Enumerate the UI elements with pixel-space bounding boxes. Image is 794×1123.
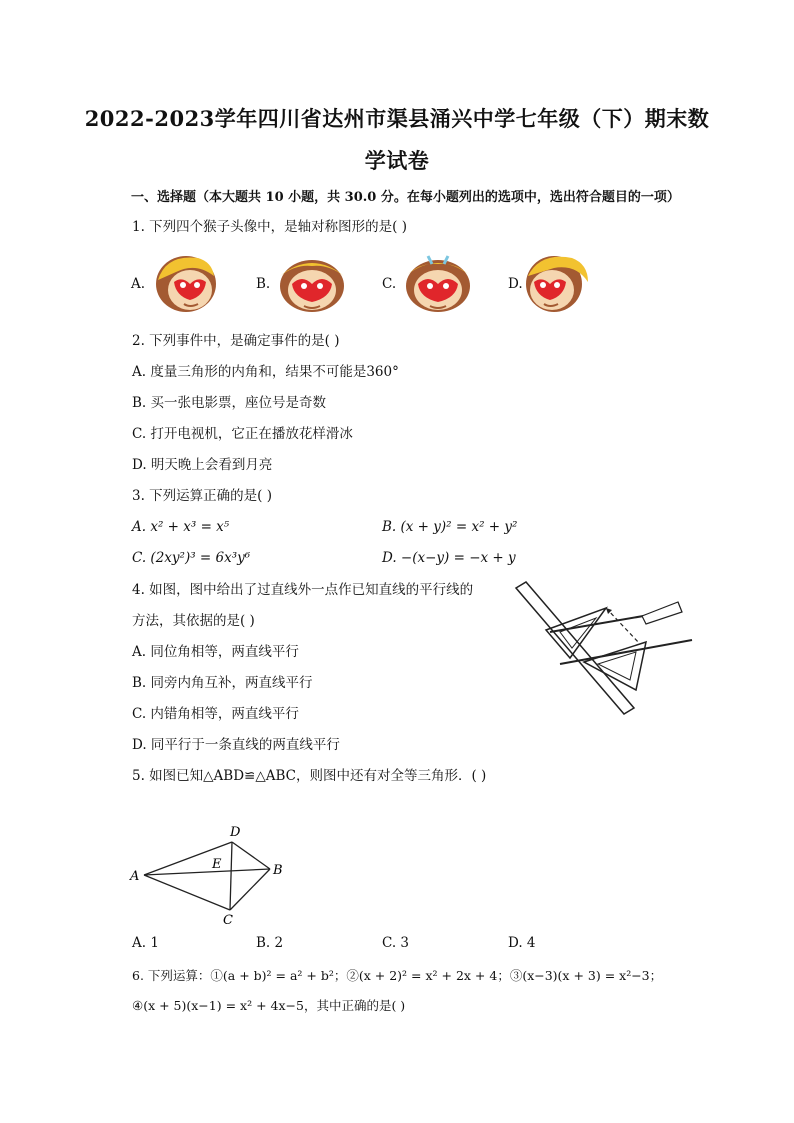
title-line-1: 2022-2023学年四川省达州市渠县涌兴中学七年级（下）期末数	[84, 106, 710, 131]
q5-option-b: B. 2	[256, 935, 284, 951]
q1-label-c: C.	[382, 276, 397, 292]
q2-stem: 2. 下列事件中，是确定事件的是( )	[132, 333, 340, 349]
q6-stem-line-2: ④(x + 5)(x−1) = x² + 4x−5，其中正确的是( )	[132, 998, 406, 1013]
q5-option-a: A. 1	[132, 935, 159, 951]
monkey-head-c-icon	[398, 250, 478, 314]
monkey-head-a-icon	[146, 250, 218, 314]
monkey-head-b-icon	[272, 250, 352, 314]
q2-option-d: D. 明天晚上会看到月亮	[132, 457, 273, 473]
q4-option-b: B. 同旁内角互补，两直线平行	[132, 675, 313, 691]
point-label-d: D	[230, 825, 241, 840]
q3-option-d: D. −(x−y) = −x + y	[382, 550, 516, 566]
q5-option-c: C. 3	[382, 935, 410, 951]
q4-option-c: C. 内错角相等，两直线平行	[132, 706, 299, 722]
q6-stem-line-1: 6. 下列运算：①(a + b)² = a² + b²；②(x + 2)² = x² + 2x + 4；③(x−3)(x + 3) = x²−3；	[132, 968, 663, 983]
point-label-a: A	[130, 869, 140, 884]
q4-option-d: D. 同平行于一条直线的两直线平行	[132, 737, 340, 753]
q2-option-c: C. 打开电视机，它正在播放花样滑冰	[132, 426, 353, 442]
q3-option-b: B. (x + y)² = x² + y²	[382, 519, 518, 535]
q1-label-d: D.	[508, 276, 523, 292]
q1-label-a: A.	[131, 276, 146, 292]
q1-stem: 1. 下列四个猴子头像中，是轴对称图形的是( )	[132, 219, 407, 235]
q2-option-b: B. 买一张电影票，座位号是奇数	[132, 395, 327, 411]
title-line-2: 学试卷	[364, 148, 430, 173]
monkey-head-d-icon	[524, 250, 592, 314]
point-label-c: C	[223, 913, 233, 928]
paper-title	[60, 98, 734, 182]
q3-option-c: C. (2xy²)³ = 6x³y⁶	[132, 550, 251, 566]
q5-option-d: D. 4	[508, 935, 536, 951]
q4-ruler-triangle-figure	[510, 580, 700, 720]
q1-label-b: B.	[256, 276, 271, 292]
q4-stem-line-2: 方法，其依据的是( )	[132, 613, 255, 629]
point-label-b: B	[273, 863, 283, 878]
q5-stem: 5. 如图已知△ABD≌△ABC，则图中还有对全等三角形．( )	[132, 768, 487, 784]
point-label-e: E	[212, 857, 222, 872]
section-heading: 一、选择题（本大题共 10 小题，共 30.0 分。在每小题列出的选项中，选出符合题目的一项）	[131, 190, 680, 205]
q3-option-a: A. x² + x³ = x⁵	[132, 519, 230, 535]
q5-quadrilateral-figure	[126, 820, 296, 930]
q2-option-a: A. 度量三角形的内角和，结果不可能是360°	[132, 364, 399, 380]
q4-option-a: A. 同位角相等，两直线平行	[132, 644, 299, 660]
q4-stem-line-1: 4. 如图，图中给出了过直线外一点作已知直线的平行线的	[132, 582, 474, 598]
q3-stem: 3. 下列运算正确的是( )	[132, 488, 272, 504]
